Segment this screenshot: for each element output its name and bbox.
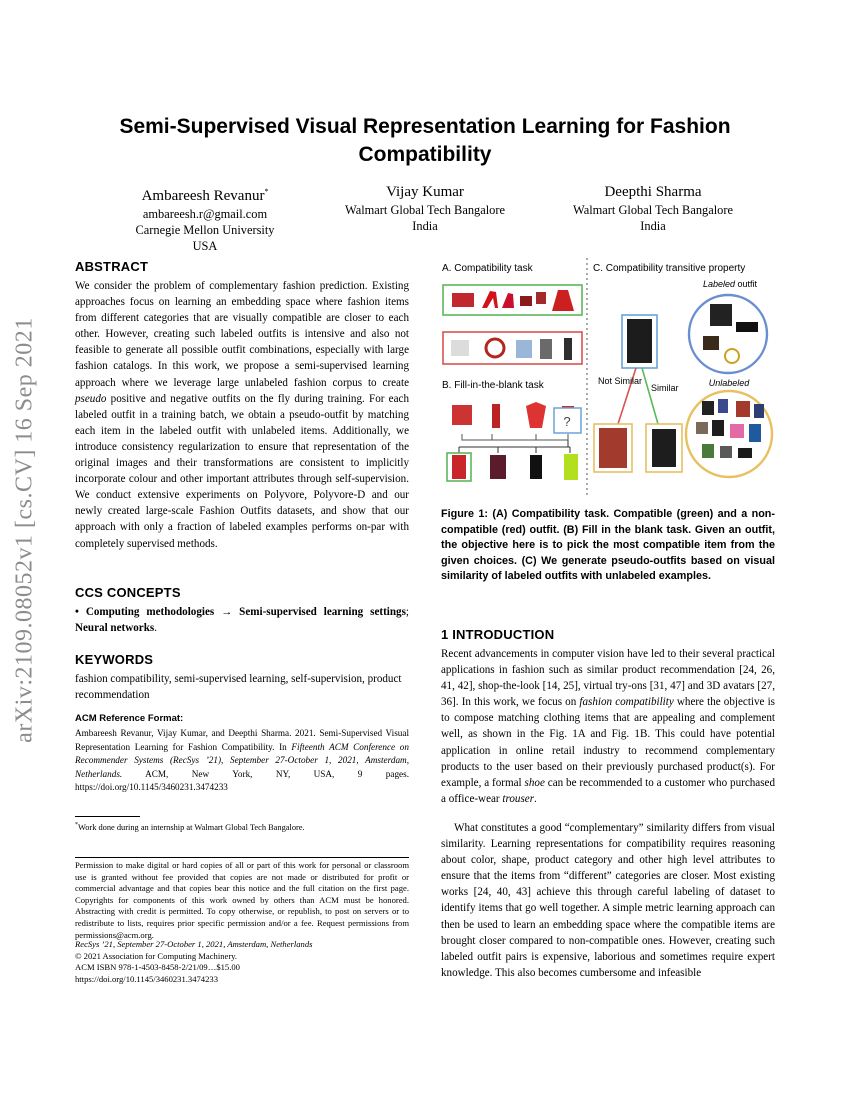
leggings-image	[564, 338, 572, 360]
candidate-1-jacket-image	[599, 428, 627, 468]
denim-jacket-image	[516, 340, 532, 358]
choice-skirt-image	[490, 455, 506, 479]
labeled-outfit-label: Labeled outfit	[702, 279, 758, 289]
author-country: India	[412, 219, 438, 233]
author-mark: *	[264, 187, 269, 196]
author-affiliation: Walmart Global Tech Bangalore	[345, 203, 505, 217]
venue-info	[75, 939, 409, 985]
choice-red-skirt-image	[452, 455, 466, 479]
permission-rule	[75, 857, 409, 858]
figure-1	[440, 256, 780, 502]
venue-text: RecSys ’21, September 27-October 1, 2021, Amsterdam, Netherlands	[75, 939, 313, 949]
author-affiliation: Carnegie Mellon University	[135, 223, 275, 237]
labeled-shoes-image	[736, 322, 758, 332]
introduction-paragraph-1: Recent advancements in computer vision have led to their several practical applications in fashion such as similar product recommendation [24, 26, 41, 42], shop-the-look [14, 25], virtual try-ons [31, 47] and 3D avatars [27, 36]. In this work, we focus on fashion compatibility where the objective is to compose matching clothing items that are appealing and complement well, as shown in the Fig. 1A and Fig. 1B. This could have potential application in online retail industry to recommend complementary products to the user based on their previously purchased product(s). For example, a formal shoe can be recommended to a customer who purchased a office-wear trouser.	[441, 648, 776, 805]
author-name: Vijay Kumar	[386, 184, 464, 200]
author-2	[315, 182, 535, 234]
unlabeled-item-image	[736, 401, 750, 417]
top-image	[526, 402, 546, 428]
label-transitive-property: C. Compatibility transitive property	[593, 263, 746, 274]
choice-lines	[459, 440, 570, 453]
necklace-image	[486, 339, 504, 357]
unlabeled-item-image	[720, 446, 732, 458]
label-compatibility-task: A. Compatibility task	[442, 263, 533, 274]
red-clutch-image	[452, 293, 474, 307]
label-fill-in-the-blank-task: B. Fill-in-the-blank task	[442, 380, 544, 391]
figure-caption: Figure 1: (A) Compatibility task. Compatible (green) and a non-compatible (red) outfit. (B) Fill in the blank task. Given an outfit, the objective here is to pick the most compatible item from the given choices. (C) We generate pseudo-outfits based on visual similarity of labeled outfits with unlabeled examples.	[441, 508, 775, 583]
isbn-text: ACM ISBN 978-1-4503-8458-2/21/09…$15.00	[75, 962, 240, 973]
unlabeled-item-image	[730, 424, 744, 438]
introduction-paragraph-2: What constitutes a good “complementary” similarity differs from visual similarity. Learning representations for compatibility requires reasoning about color, shape, product category and other high level attributes to ensure that the items from “different” categories are closer. Most existing works [24, 40, 43] achieve this through careful labeling of dataset to identify items that go well together. A simple metric learning approach can then be used to learn an embedding space where the compatible items are brought closer compared to non-compatible ones. However, creating such labeled outfit pairs is expensive, laborious and sometimes require expert knowledge. This also becomes cumbersome and infeasible	[441, 822, 775, 979]
unlabeled-item-image	[749, 424, 761, 442]
similar-line	[642, 368, 658, 424]
author-1	[95, 182, 315, 254]
unlabeled-item-image	[718, 399, 728, 413]
unlabeled-item-image	[702, 444, 714, 458]
red-heel-image	[502, 293, 514, 308]
labeled-bag-image	[703, 336, 719, 350]
paper-title: Semi-Supervised Visual Representation Learning for Fashion Compatibility	[119, 115, 731, 166]
anchor-tshirt-image	[627, 319, 652, 363]
reference-heading: ACM Reference Format:	[75, 713, 184, 724]
ccs-heading: CCS CONCEPTS	[75, 585, 181, 600]
not-similar-label: Not Similar	[598, 376, 643, 386]
footnote: *Work done during an internship at Walmart Global Tech Bangalore.	[75, 822, 305, 832]
question-mark-icon: ?	[563, 414, 571, 429]
footnote-rule	[75, 816, 140, 817]
unlabeled-item-image	[754, 404, 764, 418]
introduction-heading: 1 INTRODUCTION	[441, 627, 555, 642]
red-dress-image	[552, 290, 574, 311]
scarf-image	[540, 339, 552, 359]
red-heels-image	[482, 291, 498, 308]
candidate-2-top-image	[652, 429, 676, 467]
unlabeled-item-image	[696, 422, 708, 434]
abstract-body: We consider the problem of complementary fashion prediction. Existing approaches focus on learning an embedding space where fashion items from different categories that are visually compatible are closer to each other. However, creating such labeled outfits is intensive and also not feasible to generate all possible outfit combinations, especially with large fashion catalogs. In this work, we propose a semi-supervised learning approach where we leverage large unlabeled fashion corpus to create pseudo positive and negative outfits on the fly during training. For each labeled outfit in a training batch, we obtain a pseudo-outfit by matching each item in the labeled outfit with unlabeled items. Additionally, we introduce consistency regularization to ensure that representation of the original images and their transformations are consistent to implicitly incorporate colour and other important attributes through self-supervision. We conduct extensive experiments on Polyvore, Polyvore-D and our newly created large-scale Fashion Outfits datasets, and show that our approach with only a fraction of labeled examples performs on-par with completely supervised methods.	[75, 280, 409, 550]
author-name: Ambareesh Revanur	[141, 188, 265, 204]
author-email: ambareesh.r@gmail.com	[142, 207, 268, 221]
keywords-heading: KEYWORDS	[75, 652, 154, 667]
author-3	[543, 182, 763, 234]
keywords-body: fashion compatibility, semi-supervised learning, self-supervision, product recommendation	[75, 673, 402, 702]
copyright-text: © 2021 Association for Computing Machinery.	[75, 950, 238, 961]
choice-green-skirt-image	[564, 454, 578, 480]
ccs-body: • Computing methodologies → Semi-supervised learning settings; Neural networks.	[75, 606, 409, 635]
arxiv-stamp	[10, 290, 40, 770]
author-country: USA	[192, 239, 218, 253]
similar-label: Similar	[651, 383, 679, 393]
bracelet-image	[520, 296, 532, 306]
abstract-heading: ABSTRACT	[75, 259, 149, 274]
doi-text: https://doi.org/10.1145/3460231.3474233	[75, 973, 218, 984]
unlabeled-item-image	[702, 401, 714, 415]
choice-black-skirt-image	[530, 455, 542, 479]
author-name: Deepthi Sharma	[604, 184, 702, 200]
labeled-tshirt-image	[710, 304, 732, 326]
handbag-image	[452, 405, 472, 425]
unlabeled-item-image	[738, 448, 752, 458]
author-country: India	[640, 219, 666, 233]
connector-lines	[462, 434, 568, 440]
reference-body: Ambareesh Revanur, Vijay Kumar, and Deepthi Sharma. 2021. Semi-Supervised Visual Representation Learning for Fashion Compatibility. In Fifteenth ACM Conference on Recommender Systems (RecSys ’21), September 27-October 1, 2021, Amsterdam, Netherlands. ACM, New York, NY, USA, 9 pages. https://doi.org/10.1145/3460231.3474233	[75, 728, 409, 792]
sneakers-image	[451, 340, 469, 356]
unlabeled-label: Unlabeled	[708, 378, 750, 388]
earrings-image	[492, 404, 500, 428]
permission-notice: Permission to make digital or hard copies of all or part of this work for personal or classroom use is granted without fee provided that copies are not made or distributed for profit or commercial advantage and that copies bear this notice and the full citation on the first page. Copyrights for components of this work owned by others than ACM must be honored. Abstracting with credit is permitted. To copy otherwise, or republish, to post on servers or to redistribute to lists, requires prior specific permission and/or a fee. Request permissions from permissions@acm.org.	[75, 860, 409, 940]
author-affiliation: Walmart Global Tech Bangalore	[573, 203, 733, 217]
arxiv-stamp-text: arXiv:2109.08052v1 [cs.CV] 16 Sep 2021	[11, 317, 38, 743]
ring-image	[536, 292, 546, 304]
unlabeled-item-image	[712, 420, 724, 436]
